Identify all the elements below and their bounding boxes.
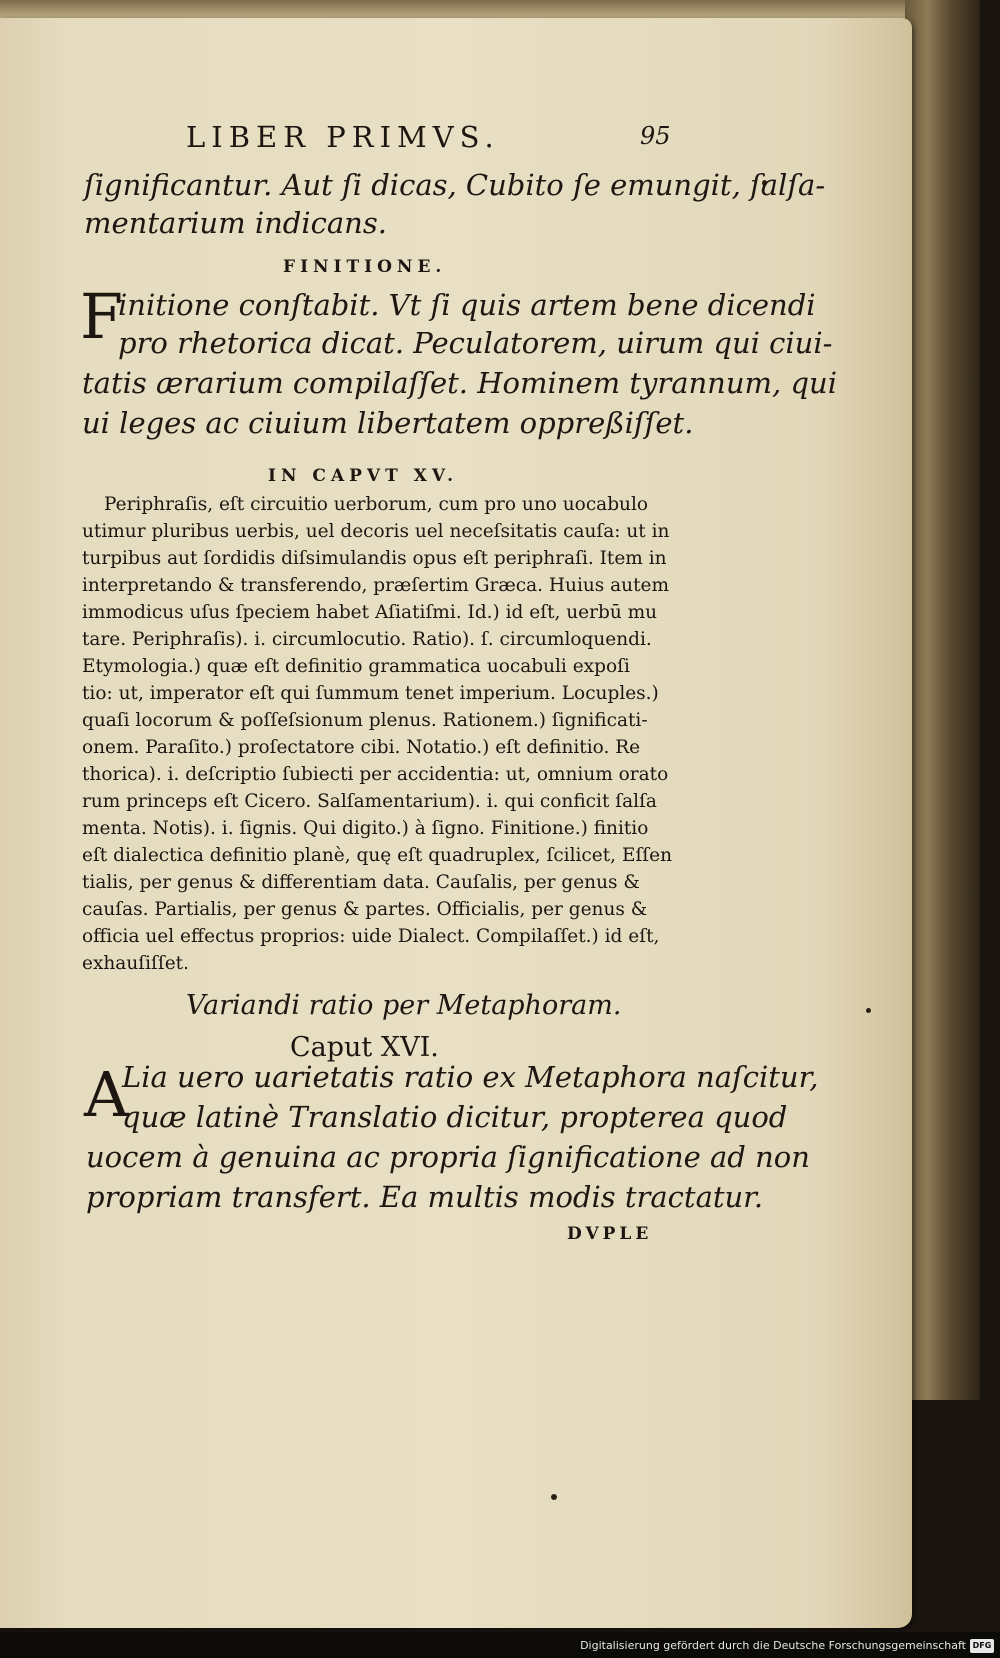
- chapter-number: Caput XVI.: [290, 1032, 439, 1063]
- commentary-heading: IN CAPVT XV.: [268, 466, 458, 486]
- text-line: Lia uero uarietatis ratio ex Metaphora naſcitur,: [122, 1060, 819, 1094]
- running-header: LIBER PRIMVS.: [186, 120, 500, 154]
- section-heading: FINITIONE.: [283, 257, 447, 277]
- drop-cap: F: [80, 280, 124, 353]
- commentary-line: menta. Notis). i. ſignis. Qui digito.) à ſigno. Finitione.) finitio: [82, 818, 649, 839]
- dfg-logo-icon: DFG: [970, 1639, 994, 1653]
- commentary-line: Etymologia.) quæ eſt definitio grammatica uocabuli expoſi: [82, 656, 630, 677]
- commentary-line: cauſas. Partialis, per genus & partes. Officialis, per genus &: [82, 899, 648, 920]
- drop-cap: A: [84, 1058, 129, 1131]
- commentary-line: eſt dialectica definitio planè, quę eſt quadruplex, ſcilicet, Eſſen: [82, 845, 673, 866]
- text-line: uocem à genuina ac propria ſignificatione ad non: [86, 1140, 810, 1174]
- text-line: ſignificantur. Aut ſi dicas, Cubito ſe emungit, ſalſa-: [84, 168, 826, 202]
- commentary-line: immodicus uſus ſpeciem habet Aſiatiſmi. Id.) id eſt, uerbū mu: [82, 602, 658, 623]
- commentary-line: tio: ut, imperator eſt qui ſummum tenet imperium. Locuples.): [82, 683, 659, 704]
- chapter-title: Variandi ratio per Metaphoram.: [186, 990, 622, 1021]
- commentary-line: turpibus aut ſordidis diſsimulandis opus eſt periphraſi. Item in: [82, 548, 667, 569]
- commentary-line: exhauſiſſet.: [82, 953, 189, 974]
- page-number: 95: [640, 122, 671, 150]
- commentary-line: tare. Periphraſis). i. circumlocutio. Ratio). ſ. circumloquendi.: [82, 629, 652, 650]
- commentary-line: onem. Paraſito.) proſectatore cibi. Notatio.) eſt definitio. Re: [82, 737, 641, 758]
- paper-speck: [551, 1494, 557, 1500]
- commentary-line: quaſi locorum & poſſeſsionum plenus. Rationem.) ſignificati-: [82, 710, 648, 731]
- commentary-line: thorica). i. deſcriptio ſubiecti per accidentia: ut, omnium orato: [82, 764, 669, 785]
- commentary-line: officia uel effectus proprios: uide Dialect. Compilaſſet.) id eſt,: [82, 926, 660, 947]
- commentary-line: Periphraſis, eſt circuitio uerborum, cum pro uno uocabulo: [104, 494, 649, 515]
- text-line: ui leges ac ciuium libertatem oppreßiſſet.: [82, 406, 694, 440]
- text-line: propriam transfert. Ea multis modis tractatur.: [86, 1180, 764, 1214]
- catchword: DVPLE: [567, 1224, 653, 1244]
- book-page-edges: [905, 0, 980, 1400]
- commentary-line: tialis, per genus & differentiam data. Cauſalis, per genus &: [82, 872, 640, 893]
- text-line: pro rhetorica dicat. Peculatorem, uirum qui ciui-: [118, 326, 833, 360]
- digitization-credit: Digitalisierung gefördert durch die Deutsche Forschungsgemeinschaft: [580, 1639, 966, 1652]
- paper-speck: [866, 1008, 871, 1013]
- text-line: initione conſtabit. Vt ſi quis artem bene dicendi: [118, 288, 816, 322]
- text-line: quæ latinè Translatio dicitur, propterea quod: [122, 1100, 788, 1134]
- text-line: tatis ærarium compilaſſet. Hominem tyrannum, qui: [82, 366, 837, 400]
- commentary-line: interpretando & transferendo, præſertim Græca. Huius autem: [82, 575, 670, 596]
- commentary-line: utimur pluribus uerbis, uel decoris uel neceſsitatis cauſa: ut in: [82, 521, 670, 542]
- text-line: mentarium indicans.: [84, 206, 387, 240]
- commentary-line: rum princeps eſt Cicero. Salſamentarium). i. qui conficit ſalſa: [82, 791, 657, 812]
